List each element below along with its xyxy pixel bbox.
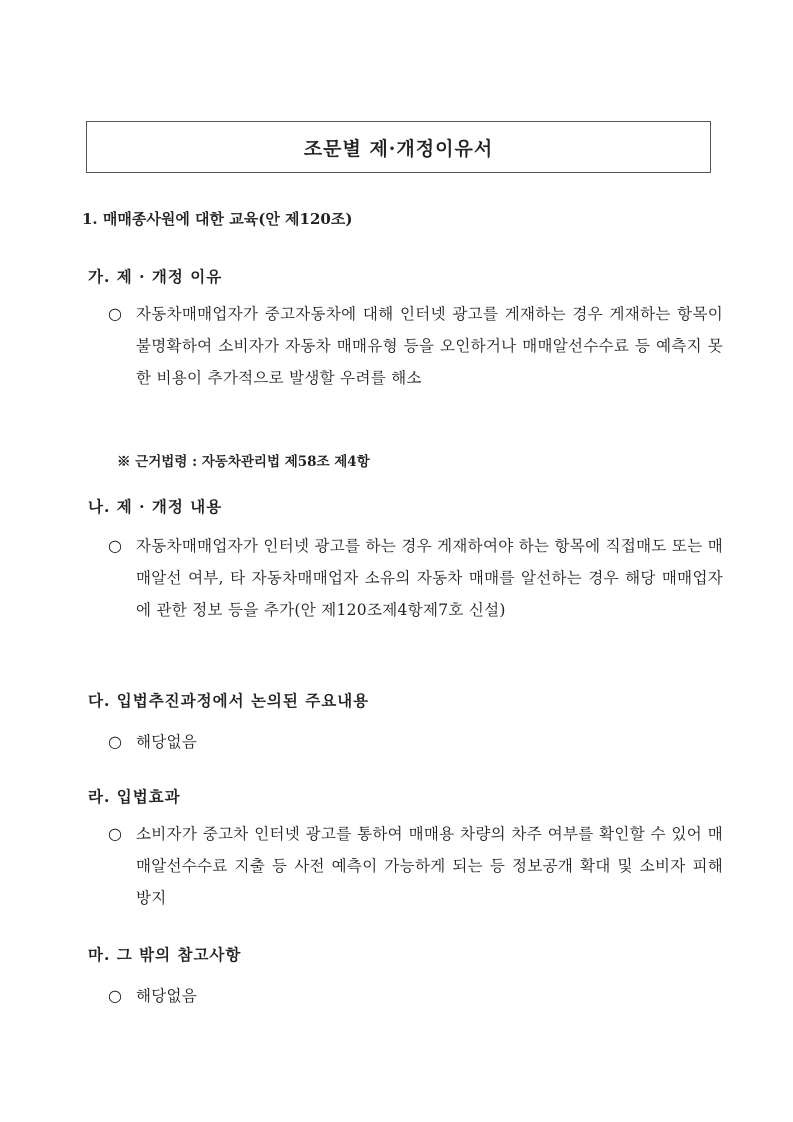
- legal-basis-note: ※ 근거법령 : 자동차관리법 제58조 제4항: [117, 454, 370, 470]
- list-item-da: [108, 726, 723, 758]
- paragraph-ma: 해당없음: [136, 987, 198, 1005]
- list-item-ma: [108, 980, 723, 1012]
- heading-ra: 라. 입법효과: [88, 787, 181, 806]
- document-title: 조문별 제·개정이유서: [86, 121, 711, 173]
- paragraph-na: 자동차매매업자가 인터넷 광고를 하는 경우 게재하여야 하는 항목에 직접매도 또는 매매알선 여부, 타 자동차매매업자 소유의 자동차 매매를 알선하는 경우 해당 매매업자에 관한 정보 등을 추가(안 제120조제4항제7호 신설): [136, 537, 723, 619]
- circle-bullet-icon: ○: [108, 824, 122, 843]
- heading-da: 다. 입법추진과정에서 논의된 주요내용: [88, 691, 370, 710]
- circle-bullet-icon: ○: [108, 304, 122, 323]
- list-item-ra: [108, 818, 723, 914]
- list-item-na: [108, 530, 723, 626]
- section-title: 1. 매매종사원에 대한 교육(안 제120조): [82, 210, 353, 228]
- list-item-ga: [108, 298, 723, 394]
- heading-ma: 마. 그 밖의 참고사항: [88, 945, 242, 964]
- circle-bullet-icon: ○: [108, 986, 122, 1005]
- paragraph-ra: 소비자가 중고차 인터넷 광고를 통하여 매매용 차량의 차주 여부를 확인할 수 있어 매매알선수수료 지출 등 사전 예측이 가능하게 되는 등 정보공개 확대 및 소비자 피해 방지: [136, 825, 723, 907]
- circle-bullet-icon: ○: [108, 732, 122, 751]
- paragraph-da: 해당없음: [136, 733, 198, 751]
- heading-na: 나. 제 · 개정 내용: [88, 497, 223, 516]
- circle-bullet-icon: ○: [108, 536, 122, 555]
- paragraph-ga: 자동차매매업자가 중고자동차에 대해 인터넷 광고를 게재하는 경우 게재하는 항목이 불명확하여 소비자가 자동차 매매유형 등을 오인하거나 매매알선수수료 등 예측지 못한 비용이 추가적으로 발생할 우려를 해소: [136, 305, 723, 387]
- heading-ga: 가. 제 · 개정 이유: [88, 267, 223, 286]
